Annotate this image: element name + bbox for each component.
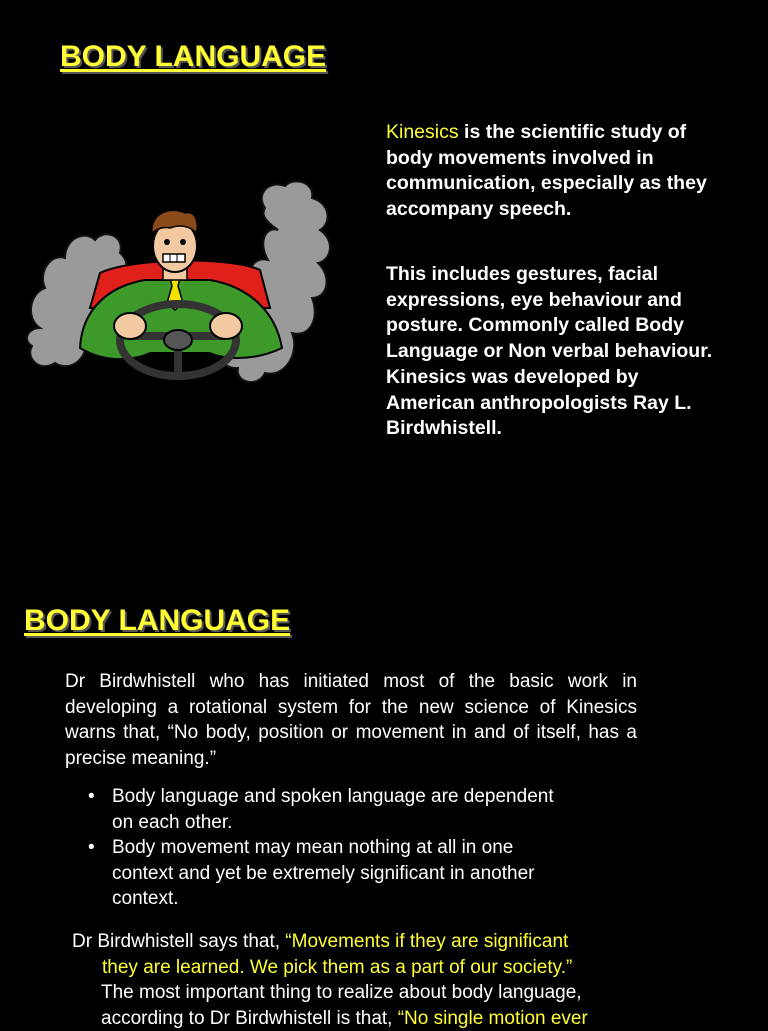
quote-line-1: “Movements if they are significant (285, 931, 568, 952)
after-quote-line-2: according to Dr Birdwhistell is that, “No single motion ever (72, 1006, 656, 1031)
stressed-driver-illustration (20, 178, 340, 390)
kinesics-term: Kinesics (386, 121, 459, 143)
slide1-title: BODY LANGUAGE (60, 40, 326, 74)
list-item: • Body movement may mean nothing at all in one context and yet be extremely significant in another context. (88, 835, 558, 912)
after-quote-line-1: The most important thing to realize about body language, (72, 980, 656, 1006)
kinesics-definition-text: is the scientific study of body movements involved in communication, especially as they accompany speech. (386, 121, 707, 220)
kinesics-details: This includes gestures, facial expressions, eye behaviour and posture. Commonly called Body Language or Non verbal behaviour. Kinesics was developed by American anthropologists Ray L. Birdwhistell. (386, 262, 716, 442)
quote-line-2: they are learned. We pick them as a part of our society.” (72, 955, 656, 981)
bullet-icon: • (88, 835, 95, 861)
left-hand (114, 313, 146, 339)
birdwhistell-paragraph: Dr Birdwhistell who has initiated most of the basic work in developing a rotational system for the new science of Kinesics warns that, “No body, position or movement in and of itself, has a precise meaning.” (65, 669, 637, 771)
right-hand (210, 313, 242, 339)
slide2-title: BODY LANGUAGE (24, 604, 290, 638)
kinesics-definition (386, 120, 716, 223)
list-item: • Body language and spoken language are dependent on each other. (88, 784, 558, 835)
bullet-icon: • (88, 784, 95, 810)
quote-paragraph (72, 929, 656, 1031)
bullet-list (88, 784, 558, 912)
quote-intro: Dr Birdwhistell says that, (72, 931, 285, 952)
